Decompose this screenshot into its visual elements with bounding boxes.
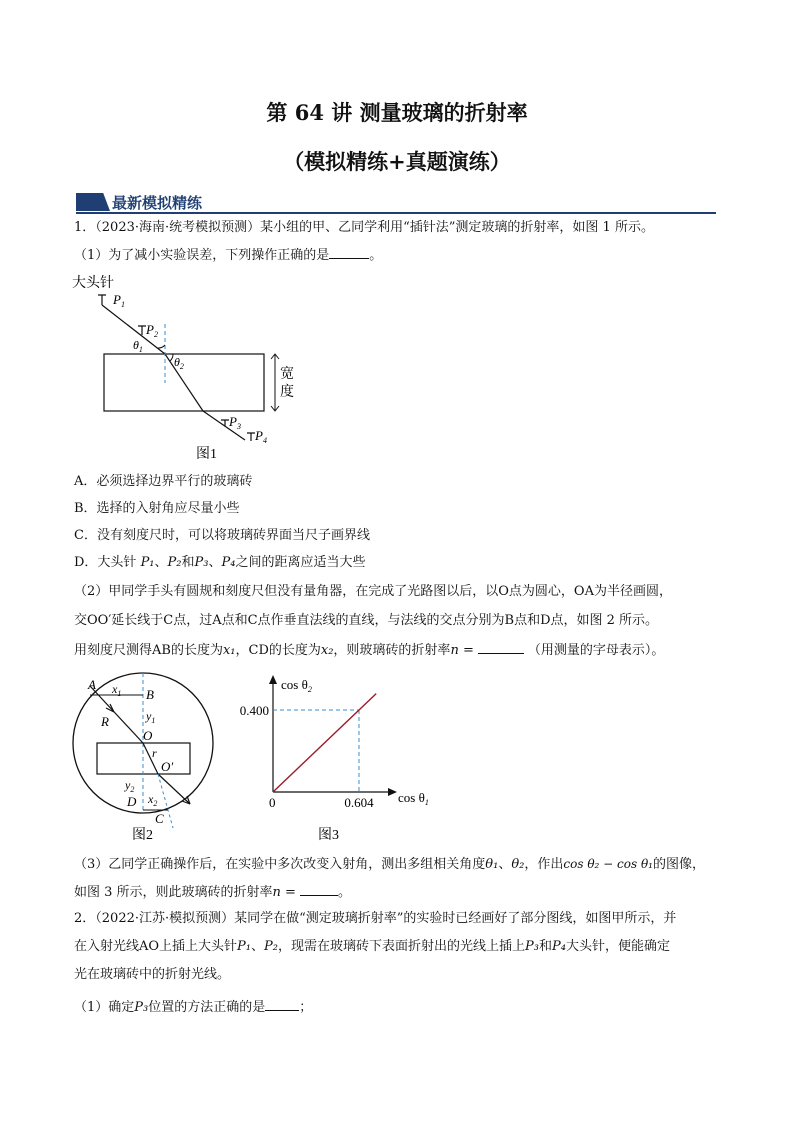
fig3-caption: 图3 bbox=[318, 828, 339, 843]
label-A: A bbox=[88, 677, 96, 692]
option-a: A．必须选择边界平行的玻璃砖 bbox=[74, 474, 253, 489]
q2-p4: P₄ bbox=[552, 939, 566, 954]
figure-1 bbox=[70, 268, 310, 468]
pin-p3-icon bbox=[221, 420, 229, 426]
page-title: 第 64 讲 测量玻璃的折射率 bbox=[266, 100, 528, 125]
section-label: 最新模拟精练 bbox=[112, 194, 203, 212]
part3-n: n = bbox=[272, 885, 296, 900]
part3-text-a: （3）乙同学正确操作后，在实验中多次改变入射角，测出多组相关角度 bbox=[74, 857, 486, 872]
q2-part1-end: ； bbox=[299, 1000, 313, 1015]
q2-part1-p3: P₃ bbox=[134, 1000, 149, 1015]
data-line bbox=[273, 694, 376, 792]
q2-text-b: ，现需在玻璃砖下表面折射出的光线上插上 bbox=[278, 939, 526, 954]
y-axis-label: $\cos \theta_2$ bbox=[281, 677, 312, 694]
part2-text-a: 用刻度尺测得AB的长度为 bbox=[74, 643, 223, 658]
fig1-caption: 图1 bbox=[196, 447, 217, 462]
section-stripe bbox=[76, 193, 110, 211]
option-b: B．选择的入射角应尽量小些 bbox=[74, 501, 240, 516]
option-d bbox=[74, 554, 366, 572]
q1-part2-line2: 交OO′延长线于C点，过A点和C点作垂直法线的直线，与法线的交点分别为B点和D点，如图 2 所示。 bbox=[74, 613, 659, 628]
label-y2: $y_2$ bbox=[125, 778, 135, 794]
section-rule bbox=[76, 212, 716, 214]
answer-blank bbox=[329, 246, 369, 259]
part2-n: n = bbox=[450, 643, 474, 658]
part2-text-d: （用测量的字母表示）。 bbox=[527, 643, 665, 658]
label-p4: $P_4$ bbox=[255, 428, 267, 445]
figure-2 bbox=[70, 668, 230, 843]
part3-theta1: θ₁ bbox=[485, 857, 499, 872]
width-label-2: 度 bbox=[280, 385, 294, 400]
part3-sep: 、 bbox=[498, 857, 512, 872]
page-subtitle: （模拟精练+真题演练） bbox=[283, 149, 511, 174]
fig2-caption: 图2 bbox=[132, 828, 153, 843]
label-theta2: $\theta_2$ bbox=[174, 355, 184, 371]
option-d-post: 之间的距离应适当大些 bbox=[235, 555, 366, 570]
label-C: C bbox=[155, 811, 164, 826]
label-R: R bbox=[101, 714, 109, 729]
part2-x1: x₁ bbox=[222, 643, 236, 658]
q2-sep: 、 bbox=[251, 939, 265, 954]
label-r: r bbox=[152, 746, 157, 760]
q2-p1: P₁ bbox=[237, 939, 252, 954]
answer-blank bbox=[265, 998, 299, 1011]
option-d-sep2: 、 bbox=[208, 555, 222, 570]
label-p2: $P_2$ bbox=[146, 322, 158, 339]
q2-line3: 光在玻璃砖中的折射光线。 bbox=[74, 967, 231, 982]
q1-part2-line1: （2）甲同学手头有圆规和刻度尺但没有量角器，在完成了光路图以后，以O点为圆心，OA为半径画圆， bbox=[74, 584, 672, 599]
answer-blank bbox=[478, 641, 524, 654]
q2-part1-text-a: （1）确定 bbox=[74, 1000, 135, 1015]
q1-part2-line3 bbox=[74, 641, 664, 660]
part3-text-d: 如图 3 所示，则此玻璃砖的折射率 bbox=[74, 885, 273, 900]
option-d-and: 和 bbox=[181, 555, 195, 570]
q2-part1-text-b: 位置的方法正确的是 bbox=[148, 1000, 266, 1015]
label-p3: $P_3$ bbox=[229, 414, 241, 431]
x-tick-label: 0.604 bbox=[344, 795, 374, 810]
x-axis-arrow-icon bbox=[388, 788, 397, 796]
option-d-p1: P₁ bbox=[140, 555, 155, 570]
pin-p4-icon bbox=[247, 433, 255, 441]
section-header bbox=[76, 193, 716, 213]
q1-stem: 1．（2023·海南·统考模拟预测）某小组的甲、乙同学利用“插针法”测定玻璃的折射率，如图 1 所示。 bbox=[74, 220, 654, 235]
refracted-ray bbox=[165, 354, 203, 411]
part3-text-c: 的图像， bbox=[653, 857, 706, 872]
answer-blank bbox=[300, 883, 338, 896]
q2-p3: P₃ bbox=[525, 939, 539, 954]
part2-text-c: ，则玻璃砖的折射率 bbox=[333, 643, 451, 658]
option-d-p2: P₂ bbox=[167, 555, 182, 570]
q2-line1: 2．（2022·江苏·模拟预测）某同学在做“测定玻璃折射率”的实验时已经画好了部分图线，如图甲所示，并 bbox=[74, 911, 677, 926]
q1-part1-end: 。 bbox=[369, 248, 383, 263]
pin-p1-icon bbox=[98, 295, 106, 305]
part3-expr: cos θ₂ − cos θ₁ bbox=[563, 857, 653, 871]
part2-text-b: ，CD的长度为 bbox=[235, 643, 321, 658]
option-d-pre: D．大头针 bbox=[74, 555, 141, 570]
q2-text-c: 大头针，便能确定 bbox=[565, 939, 670, 954]
q1-part3-line2 bbox=[74, 883, 351, 902]
width-label-1: 宽 bbox=[280, 367, 294, 382]
q2-text-a: 在入射光线AO上插上大头针 bbox=[74, 939, 238, 954]
theta1-arc bbox=[158, 345, 165, 348]
x-axis-label: $\cos \theta_1$ bbox=[398, 790, 429, 807]
label-O-prime: O′ bbox=[161, 759, 174, 774]
part2-x2: x₂ bbox=[320, 643, 334, 658]
y-axis-arrow-icon bbox=[269, 675, 277, 684]
part3-text-e: 。 bbox=[337, 885, 351, 900]
label-y1: $y_1$ bbox=[146, 709, 156, 725]
label-theta1: $\theta_1$ bbox=[133, 338, 143, 354]
option-c: C．没有刻度尺时，可以将玻璃砖界面当尺子画界线 bbox=[74, 528, 370, 543]
q2-and: 和 bbox=[538, 939, 552, 954]
label-x2: $x_2$ bbox=[148, 792, 158, 808]
y-tick-label: 0.400 bbox=[239, 703, 269, 718]
part3-theta2: θ₂ bbox=[511, 857, 525, 872]
q2-p2: P₂ bbox=[264, 939, 278, 954]
label-D: D bbox=[127, 794, 137, 809]
part3-text-b: ，作出 bbox=[524, 857, 564, 872]
option-d-sep1: 、 bbox=[154, 555, 168, 570]
figure-3-chart bbox=[230, 668, 440, 843]
label-B: B bbox=[146, 687, 154, 702]
option-d-p4: P₄ bbox=[221, 555, 236, 570]
origin-label: 0 bbox=[269, 795, 276, 810]
emergent-ray bbox=[158, 774, 190, 804]
q1-part1 bbox=[74, 246, 382, 265]
theta2-arc bbox=[170, 354, 173, 361]
option-d-p3: P₃ bbox=[194, 555, 209, 570]
q2-part1 bbox=[74, 998, 312, 1017]
q1-part3-line1 bbox=[74, 855, 705, 874]
q1-part1-text: （1）为了减小实验误差，下列操作正确的是 bbox=[74, 248, 330, 263]
pin-label: 大头针 bbox=[72, 276, 114, 291]
label-p1: $P_1$ bbox=[113, 292, 125, 309]
label-O: O bbox=[143, 728, 153, 743]
q2-line2 bbox=[74, 938, 670, 956]
label-x1: $x_1$ bbox=[112, 682, 122, 698]
